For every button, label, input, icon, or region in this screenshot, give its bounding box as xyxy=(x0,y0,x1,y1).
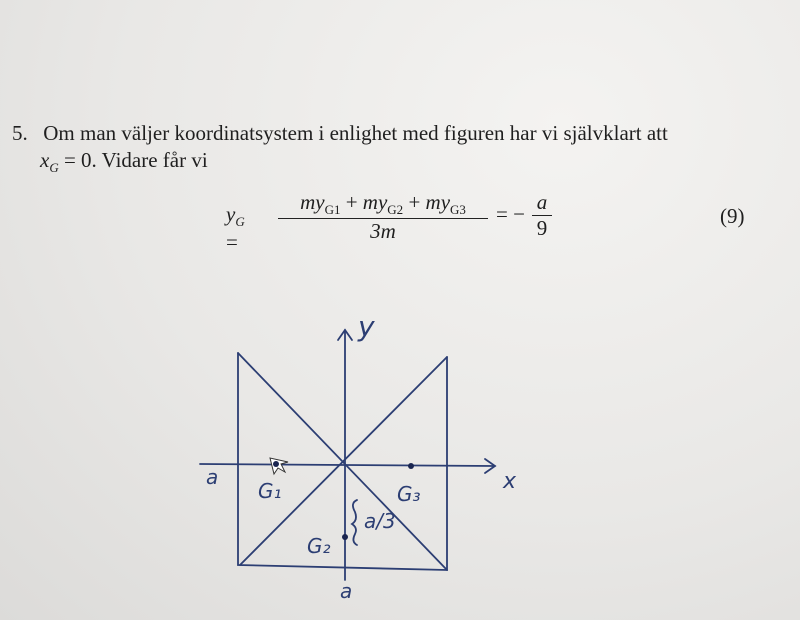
cursor-icon xyxy=(270,458,288,474)
x-axis xyxy=(200,464,495,466)
distance-label: a/3 xyxy=(364,509,396,533)
eq-lhs: $y_G$ = xyxy=(226,202,245,255)
x-axis-label: x xyxy=(503,469,517,494)
xg-symbol: x xyxy=(40,148,50,172)
g1-label: G₁ xyxy=(258,479,282,503)
eq-result-fraction: a 9 xyxy=(532,190,552,241)
g3-point xyxy=(408,463,414,469)
eq-numerator: $my_{G1} + my_{G2} + my_{G3}$ xyxy=(300,190,466,218)
g2-label: G₂ xyxy=(307,534,331,558)
xg-sub: G xyxy=(49,160,59,176)
g3-label: G₃ xyxy=(397,482,421,506)
eq-equals-minus: = − xyxy=(496,202,525,226)
equation-number: (9) xyxy=(720,204,745,228)
a-bottom-label: a xyxy=(340,579,353,603)
a-left-label: a xyxy=(206,465,219,489)
problem-text-2: = 0. Vidare får vi xyxy=(63,148,208,172)
g1-point xyxy=(273,461,279,467)
problem-text-1: Om man väljer koordinatsystem i enlighet med figuren har vi självklart att xyxy=(43,121,668,145)
problem-number: 5. xyxy=(12,121,28,145)
eq-denominator: 3m xyxy=(370,219,396,244)
distance-brace xyxy=(352,500,357,545)
y-axis-label: y xyxy=(358,310,375,343)
g2-point xyxy=(342,534,348,540)
